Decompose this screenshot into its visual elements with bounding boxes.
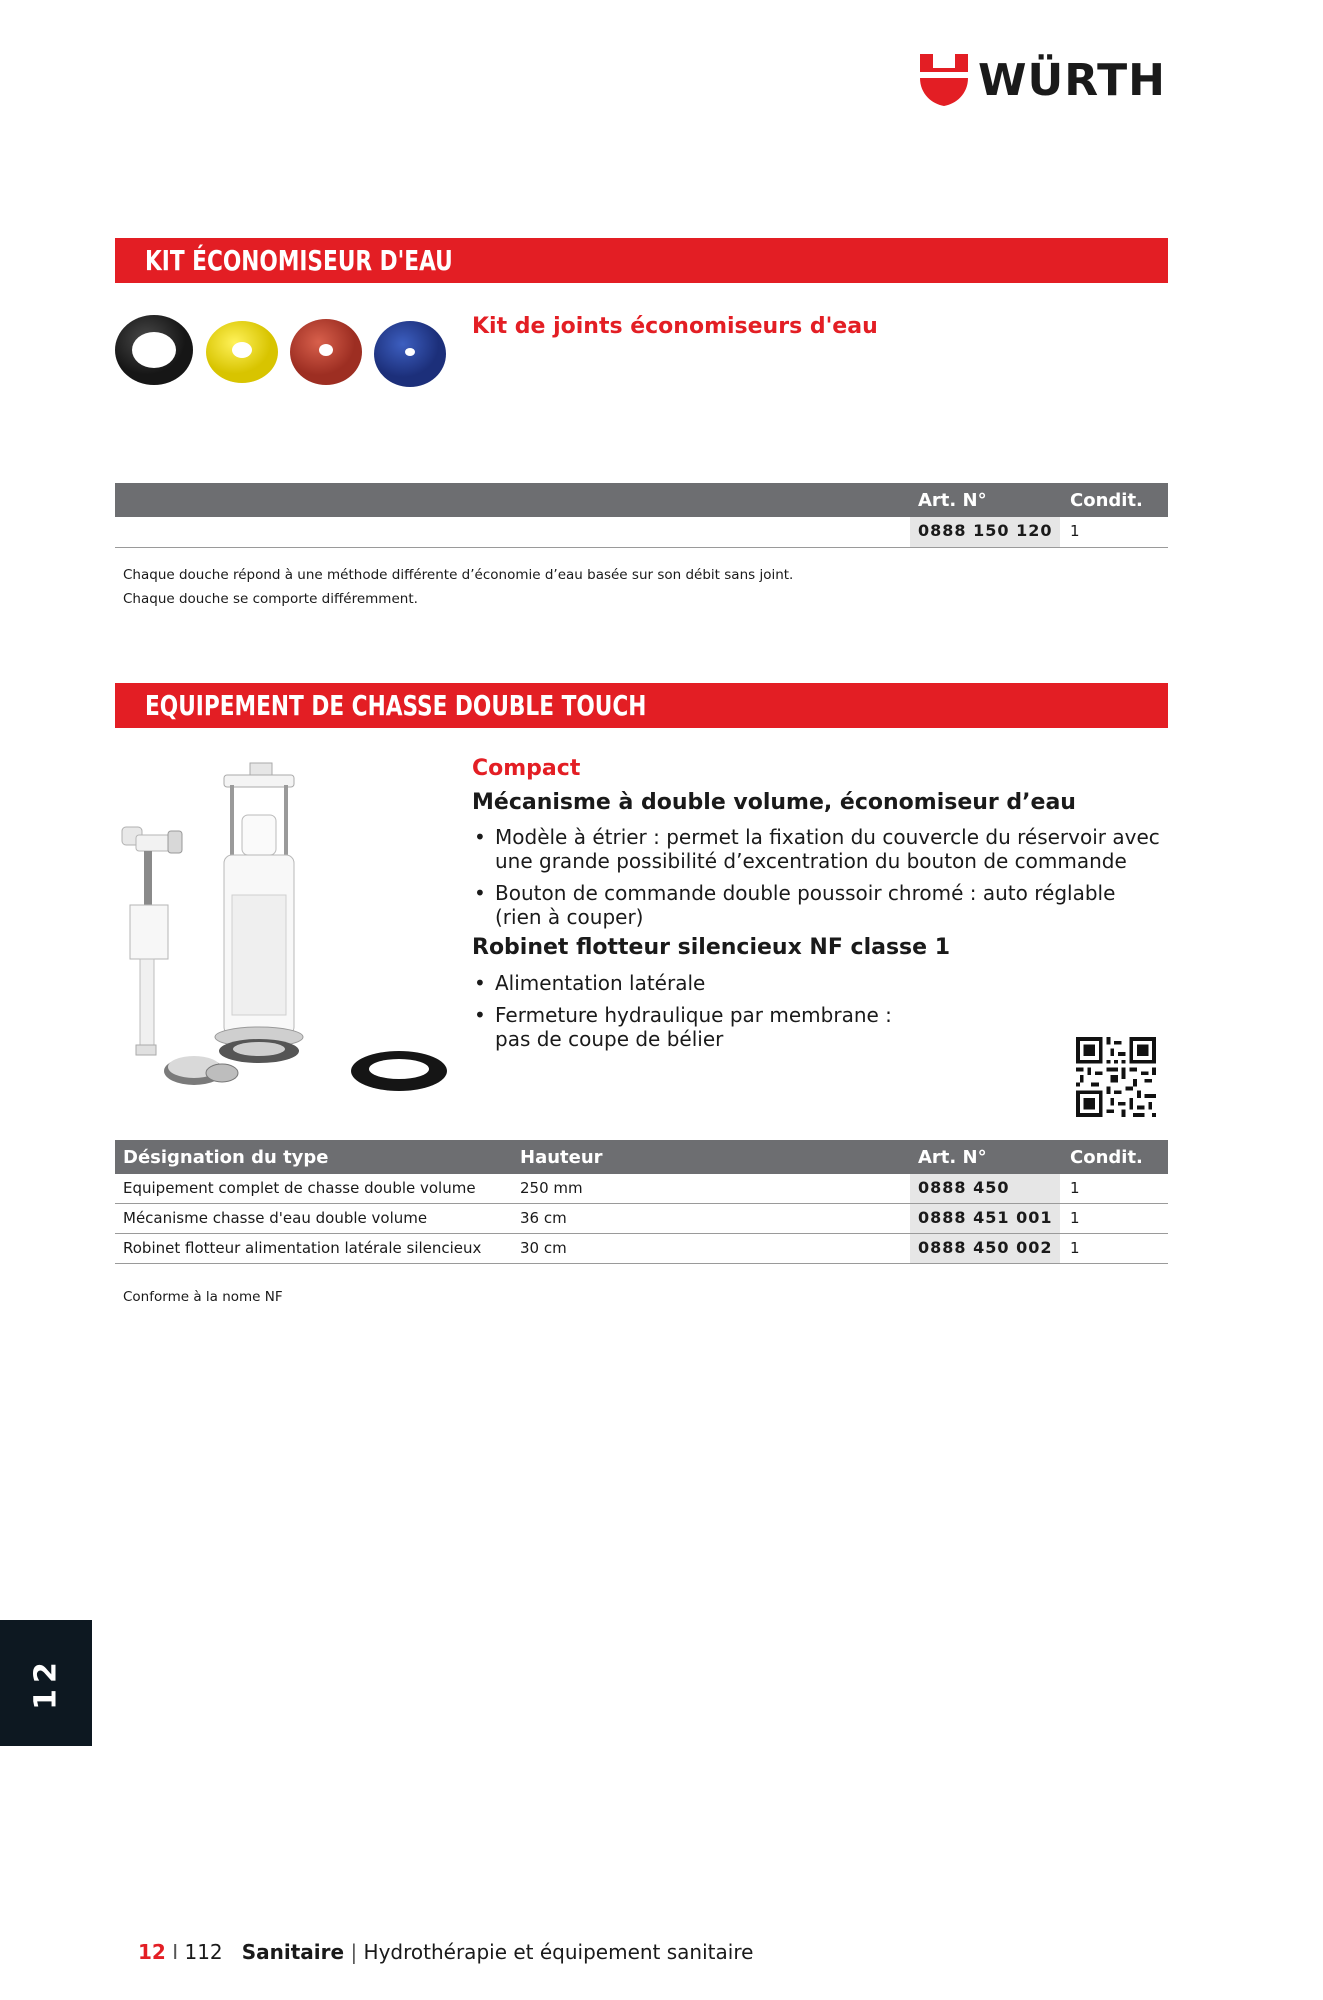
condit-cell: 1 bbox=[1070, 522, 1080, 540]
footer-divider: | bbox=[350, 1940, 358, 1964]
flush-valve bbox=[215, 763, 303, 1063]
hauteur-cell: 250 mm bbox=[520, 1179, 583, 1197]
list-item: • Modèle à étrier : permet la fixation du couvercle du réservoir avec une grande possibilité d’excentration du bouton de commande bbox=[472, 825, 1162, 873]
table-row bbox=[115, 1204, 1168, 1234]
condit-cell: 1 bbox=[1070, 1179, 1080, 1197]
designation-cell: Mécanisme chasse d'eau double volume bbox=[123, 1209, 428, 1227]
footer-subsection: Hydrothérapie et équipement sanitaire bbox=[363, 1940, 754, 1964]
page-number: 12 bbox=[138, 1940, 166, 1964]
black-gasket bbox=[351, 1051, 447, 1091]
table-kit-economiseur bbox=[115, 483, 1168, 548]
qr-code[interactable] bbox=[1075, 1037, 1157, 1117]
brand-name: WÜRTH bbox=[978, 54, 1167, 106]
condit-cell: 1 bbox=[1070, 1209, 1080, 1227]
bullets-mecanisme bbox=[472, 825, 1162, 937]
art-cell: 0888 150 120 bbox=[910, 517, 1060, 547]
wurth-logo bbox=[920, 50, 1170, 110]
subtitle-compact: Compact bbox=[472, 756, 581, 781]
yellow-washer bbox=[206, 321, 278, 383]
table-row bbox=[115, 1234, 1168, 1264]
header-condit: Condit. bbox=[1070, 1147, 1143, 1168]
section-title-equipement-chasse: EQUIPEMENT DE CHASSE DOUBLE TOUCH bbox=[115, 683, 1168, 728]
table-header bbox=[115, 483, 1168, 517]
page-footer bbox=[138, 1940, 753, 1964]
designation-cell: Equipement complet de chasse double volume bbox=[123, 1179, 476, 1197]
list-item: • Fermeture hydraulique par membrane : pas de coupe de bélier bbox=[472, 1003, 892, 1051]
list-item: • Bouton de commande double poussoir chromé : auto réglable (rien à couper) bbox=[472, 881, 1162, 929]
heading-mecanisme: Mécanisme à double volume, économiseur d’eau bbox=[472, 790, 1076, 815]
blue-washer bbox=[374, 321, 446, 387]
table-equipement-chasse bbox=[115, 1140, 1168, 1264]
hauteur-cell: 30 cm bbox=[520, 1239, 567, 1257]
footer-section: Sanitaire bbox=[241, 1940, 345, 1964]
flush-mechanism-image bbox=[112, 755, 457, 1095]
note-line-2: Chaque douche se comporte différemment. bbox=[123, 591, 418, 607]
condit-cell: 1 bbox=[1070, 1239, 1080, 1257]
product-title-kit-joints: Kit de joints économiseurs d'eau bbox=[472, 314, 878, 339]
note-conforme-nf: Conforme à la nome NF bbox=[123, 1289, 283, 1305]
float-valve bbox=[122, 827, 182, 1055]
section-title-kit-economiseur: KIT ÉCONOMISEUR D'EAU bbox=[115, 238, 1168, 283]
bullets-robinet bbox=[472, 971, 892, 1059]
header-art: Art. N° bbox=[918, 490, 987, 511]
table-header bbox=[115, 1140, 1168, 1174]
header-hauteur: Hauteur bbox=[520, 1147, 603, 1168]
hauteur-cell: 36 cm bbox=[520, 1209, 567, 1227]
list-item: • Alimentation latérale bbox=[472, 971, 892, 995]
header-designation: Désignation du type bbox=[123, 1147, 329, 1168]
page-total: 112 bbox=[184, 1940, 223, 1964]
header-condit: Condit. bbox=[1070, 490, 1143, 511]
art-cell: 0888 450 002 bbox=[910, 1234, 1060, 1263]
header-art: Art. N° bbox=[918, 1147, 987, 1168]
table-row bbox=[115, 1174, 1168, 1204]
heading-robinet: Robinet flotteur silencieux NF classe 1 bbox=[472, 935, 951, 960]
black-washer bbox=[115, 315, 193, 385]
push-button bbox=[164, 1056, 238, 1085]
wurth-logo-icon bbox=[920, 54, 968, 106]
red-washer bbox=[290, 319, 362, 385]
designation-cell: Robinet flotteur alimentation latérale silencieux bbox=[123, 1239, 482, 1257]
chapter-tab-label: 12 bbox=[28, 1656, 64, 1710]
note-line-1: Chaque douche répond à une méthode différente d’économie d’eau basée sur son débit sans joint. bbox=[123, 567, 794, 583]
art-cell: 0888 450 bbox=[910, 1174, 1060, 1203]
chapter-tab bbox=[0, 1620, 92, 1746]
art-cell: 0888 451 001 bbox=[910, 1204, 1060, 1233]
table-row bbox=[115, 517, 1168, 548]
page-separator: I bbox=[172, 1940, 179, 1964]
washers-image bbox=[112, 310, 457, 390]
